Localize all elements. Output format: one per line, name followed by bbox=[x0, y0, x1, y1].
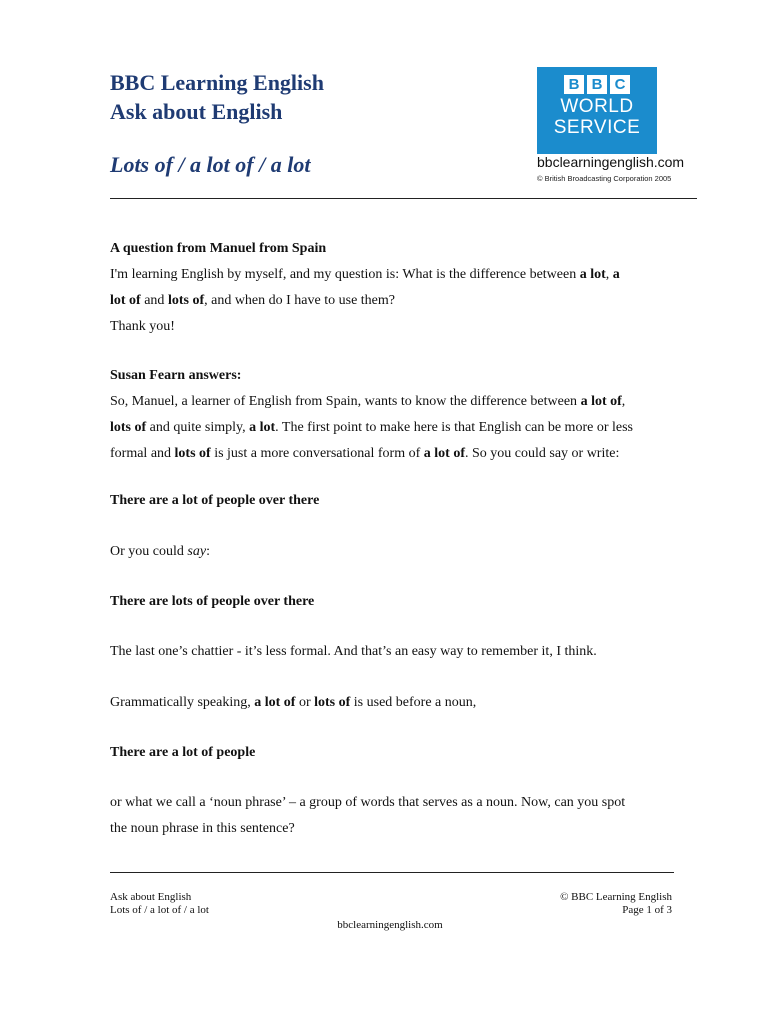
answer-heading: Susan Fearn answers: bbox=[110, 368, 242, 383]
example-1: There are a lot of people over there bbox=[110, 493, 320, 508]
bbc-world-service-logo bbox=[537, 67, 657, 154]
logo-word-service: SERVICE bbox=[553, 117, 641, 138]
answer-section bbox=[110, 363, 700, 467]
example-3: There are a lot of people bbox=[110, 745, 256, 760]
footer-left-line-1: Ask about English bbox=[110, 891, 192, 903]
noun-phrase-line-2: the noun phrase in this sentence? bbox=[110, 821, 295, 836]
answer-line-2: lots of and quite simply, a lot. The first point to make here is that English can be more or less bbox=[110, 420, 633, 435]
question-line-2: lot of and lots of, and when do I have to use them? bbox=[110, 293, 395, 308]
header-divider bbox=[110, 198, 697, 199]
noun-phrase-line-1: or what we call a ‘noun phrase’ – a group of words that serves as a noun. Now, can you spot bbox=[110, 795, 626, 810]
document-title bbox=[110, 68, 324, 126]
question-line-3: Thank you! bbox=[110, 319, 175, 334]
title-line-2: Ask about English bbox=[110, 99, 283, 124]
footer-url: bbclearningenglish.com bbox=[337, 919, 443, 931]
footer-right bbox=[472, 891, 672, 917]
chattier-paragraph: The last one’s chattier - it’s less formal. And that’s an easy way to remember it, I think. bbox=[110, 644, 597, 659]
logo-letter-c: C bbox=[610, 75, 630, 94]
bbc-blocks bbox=[564, 75, 630, 94]
logo-letter-b2: B bbox=[587, 75, 607, 94]
question-heading: A question from Manuel from Spain bbox=[110, 241, 327, 256]
noun-phrase-paragraph bbox=[110, 790, 700, 842]
footer-page-number: Page 1 of 3 bbox=[622, 904, 672, 916]
copyright-line: © British Broadcasting Corporation 2005 bbox=[537, 174, 672, 183]
footer-left bbox=[110, 891, 209, 917]
logo-letter-b1: B bbox=[564, 75, 584, 94]
answer-line-1: So, Manuel, a learner of English from Spain, wants to know the difference between a lot of, bbox=[110, 394, 626, 409]
footer-divider bbox=[110, 872, 674, 873]
question-section bbox=[110, 236, 700, 340]
footer-copyright: © BBC Learning English bbox=[560, 891, 672, 903]
example-2: There are lots of people over there bbox=[110, 594, 315, 609]
answer-line-3: formal and lots of is just a more conversational form of a lot of. So you could say or write: bbox=[110, 446, 620, 461]
or-you-could-say: Or you could say: bbox=[110, 544, 210, 559]
footer-left-line-2: Lots of / a lot of / a lot bbox=[110, 904, 209, 916]
site-url: bbclearningenglish.com bbox=[537, 154, 685, 170]
logo-word-world: WORLD bbox=[560, 96, 634, 117]
title-line-1: BBC Learning English bbox=[110, 70, 324, 95]
document-subtitle: Lots of / a lot of / a lot bbox=[110, 152, 311, 177]
question-line-1: I'm learning English by myself, and my question is: What is the difference between a lot, a bbox=[110, 267, 620, 282]
grammar-paragraph: Grammatically speaking, a lot of or lots of is used before a noun, bbox=[110, 695, 477, 710]
